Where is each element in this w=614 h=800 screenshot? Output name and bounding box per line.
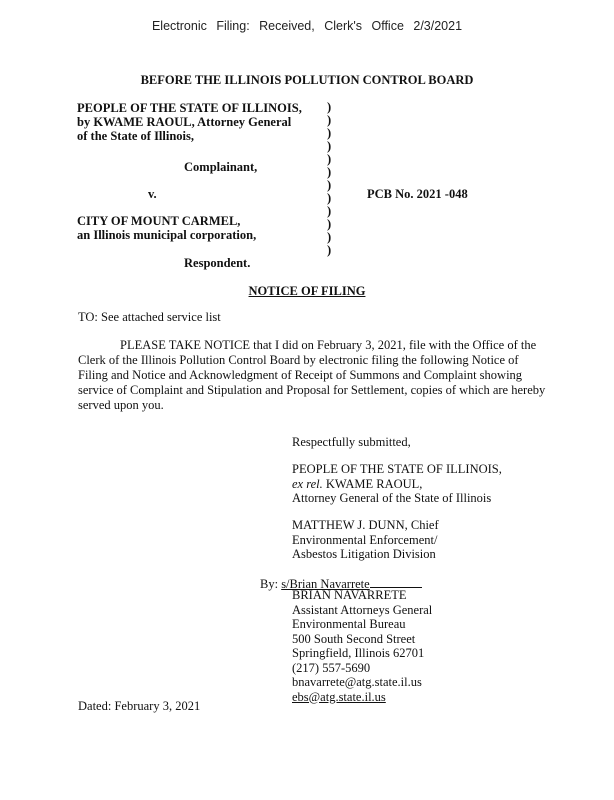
caption-paren: ) [327,204,332,218]
signature-rule [370,575,422,588]
party-block [292,462,502,506]
case-number: PCB No. 2021 -048 [367,187,468,201]
attorney-block [292,588,432,704]
caption-paren: ) [327,217,332,231]
versus-label: v. [148,187,157,201]
respondent-block [77,214,256,242]
caption-paren: ) [327,113,332,127]
chief-line: Asbestos Litigation Division [292,547,436,561]
chief-line: MATTHEW J. DUNN, Chief [292,518,439,532]
by-label: By: [260,577,279,591]
party-name: KWAME RAOUL, [322,476,423,491]
court-heading: BEFORE THE ILLINOIS POLLUTION CONTROL BOARD [140,73,474,87]
secondary-email: ebs@atg.state.il.us [292,689,386,704]
caption-paren: ) [327,165,332,179]
caption-paren: ) [327,178,332,192]
closing-line: Respectfully submitted, [292,435,411,449]
signed-name: s/Brian Navarrete [281,577,370,591]
attorney-line: Assistant Attorneys General [292,602,433,617]
complainant-role: Complainant, [184,160,258,174]
attorney-line: Environmental Bureau [292,617,406,631]
notice-body: PLEASE TAKE NOTICE that I did on February 3, 2021, file with the Office of the Clerk of the Illinois Pollution Control Board by electronic filing the following Notice of Filing and Notice and Acknowledgment of Receipt of Summons and Complaint showing service of Complaint and Stipulation and Proposal for Settlement, copies of which are hereby served upon you. [78,338,546,412]
complainant-line: by KWAME RAOUL, Attorney General [77,115,292,129]
caption-paren: ) [327,126,332,140]
respondent-role: Respondent. [184,256,251,270]
attorney-email: bnavarrete@atg.state.il.us [292,675,422,689]
attorney-line: 500 South Second Street [292,631,416,646]
complainant-line: PEOPLE OF THE STATE OF ILLINOIS, [77,101,302,115]
respondent-line: CITY OF MOUNT CARMEL, [77,214,241,228]
party-line: Attorney General of the State of Illinois [292,491,492,505]
caption-paren: ) [327,191,332,205]
caption-paren: ) [327,152,332,166]
caption-paren: ) [327,100,332,114]
caption-paren-column [327,101,331,257]
notice-title: NOTICE OF FILING [248,284,366,298]
ex-rel-label: ex rel. [292,476,323,491]
party-line [292,477,502,492]
caption-paren: ) [327,230,332,244]
complainant-block [77,101,302,143]
chief-line: Environmental Enforcement/ [292,532,438,547]
efiling-stamp: Electronic Filing: Received, Clerk's Office 2/3/2021 [151,19,463,33]
party-line: PEOPLE OF THE STATE OF ILLINOIS, [292,462,502,476]
attorney-line: (217) 557-5690 [292,660,371,675]
complainant-line: of the State of Illinois, [77,129,195,143]
attorney-line: BRIAN NAVARRETE [292,588,407,602]
caption-paren: ) [327,139,332,153]
chief-block [292,518,439,562]
attorney-line: Springfield, Illinois 62701 [292,646,425,660]
to-line: TO: See attached service list [78,310,221,324]
dated-line: Dated: February 3, 2021 [78,699,201,713]
caption-paren: ) [327,243,332,257]
respondent-line: an Illinois municipal corporation, [77,228,257,242]
